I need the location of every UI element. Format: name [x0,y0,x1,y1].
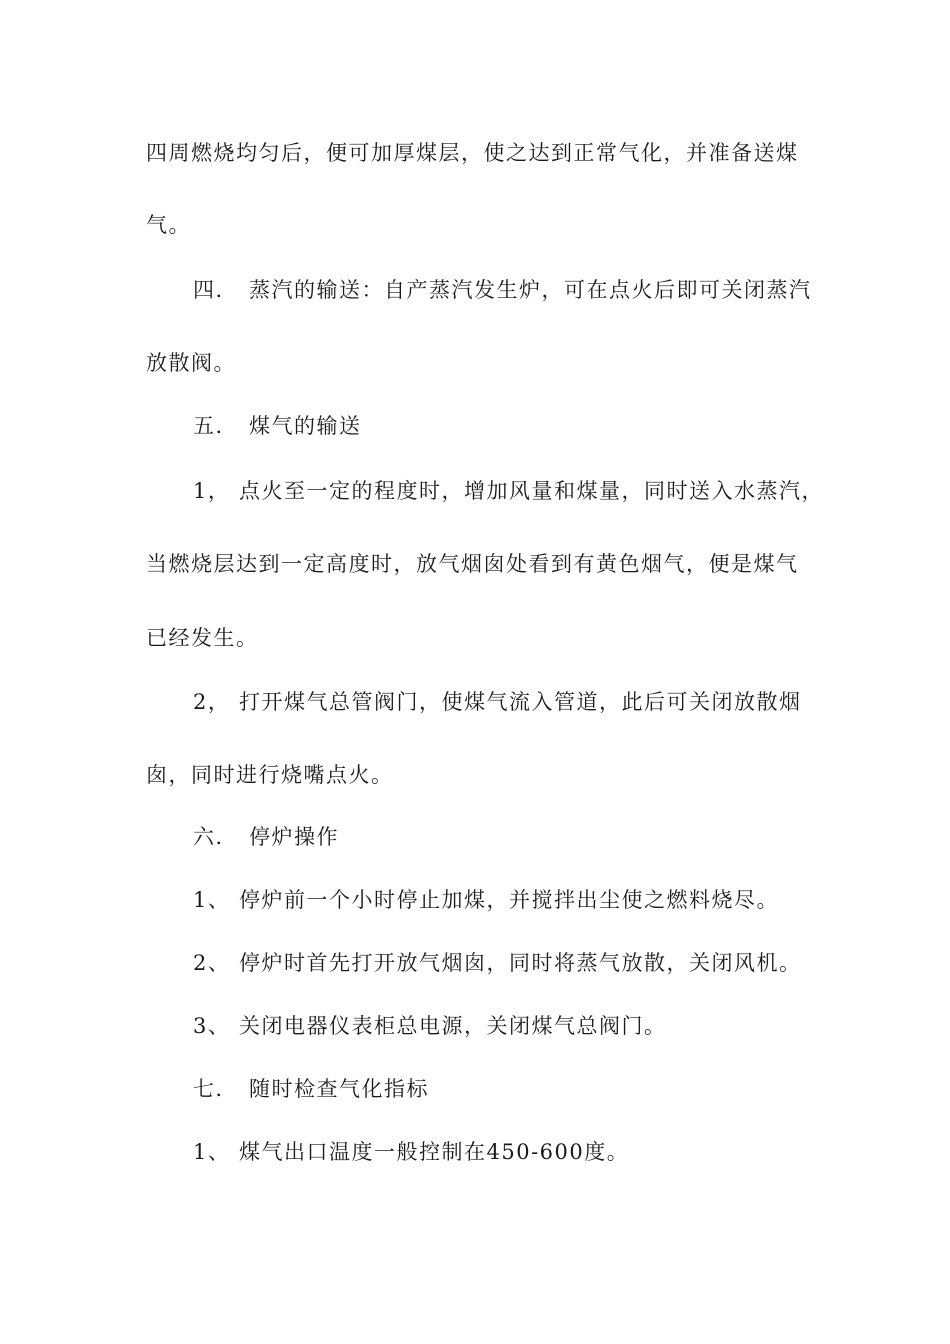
section-heading-5 [193,413,362,439]
paragraph-line [146,625,259,651]
line-text: 随时检查气化指标 [249,1077,429,1101]
section-number: 七． [193,1077,238,1101]
paragraph-line [146,212,191,238]
line-text: 已经发生。 [146,626,259,650]
list-item [193,1013,667,1039]
section-number: 五． [193,414,238,438]
line-text: 气。 [146,213,191,237]
line-text: 停炉时首先打开放气烟囱，同时将蒸气放散，关闭风机。 [239,951,802,975]
list-item [193,478,824,504]
section-heading-4 [193,277,812,303]
section-number: 四． [193,278,238,302]
list-item [193,1139,629,1165]
line-text: 蒸汽的输送：自产蒸汽发生炉，可在点火后即可关闭蒸汽 [249,278,812,302]
item-number: 1， [193,479,231,503]
line-text: 四周燃烧均匀后，便可加厚煤层，使之达到正常气化，并准备送煤 [146,141,799,165]
line-text: 煤气的输送 [249,414,362,438]
paragraph-line [146,140,799,166]
line-text: 囱，同时进行烧嘴点火。 [146,763,394,787]
paragraph-line [146,762,394,788]
line-text: 关闭电器仪表柜总电源，关闭煤气总阀门。 [239,1014,667,1038]
item-number: 3、 [193,1014,231,1038]
paragraph-line [146,551,799,577]
line-text: 打开煤气总管阀门，使煤气流入管道，此后可关闭放散烟 [239,690,802,714]
paragraph-line [146,350,236,376]
item-number: 2， [193,690,231,714]
line-text: 停炉前一个小时停止加煤，并搅拌出尘使之燃料烧尽。 [239,888,779,912]
line-text: 停炉操作 [249,825,339,849]
item-number: 1、 [193,1140,231,1164]
line-text: 点火至一定的程度时，增加风量和煤量，同时送入水蒸汽， [239,479,824,503]
item-number: 2、 [193,951,231,975]
line-text: 煤气出口温度一般控制在450-600度。 [239,1140,630,1164]
item-number: 1、 [193,888,231,912]
list-item [193,950,802,976]
section-heading-7 [193,1076,429,1102]
list-item [193,689,802,715]
section-heading-6 [193,824,339,850]
list-item [193,887,779,913]
line-text: 当燃烧层达到一定高度时，放气烟囱处看到有黄色烟气，便是煤气 [146,552,799,576]
line-text: 放散阀。 [146,351,236,375]
section-number: 六． [193,825,238,849]
